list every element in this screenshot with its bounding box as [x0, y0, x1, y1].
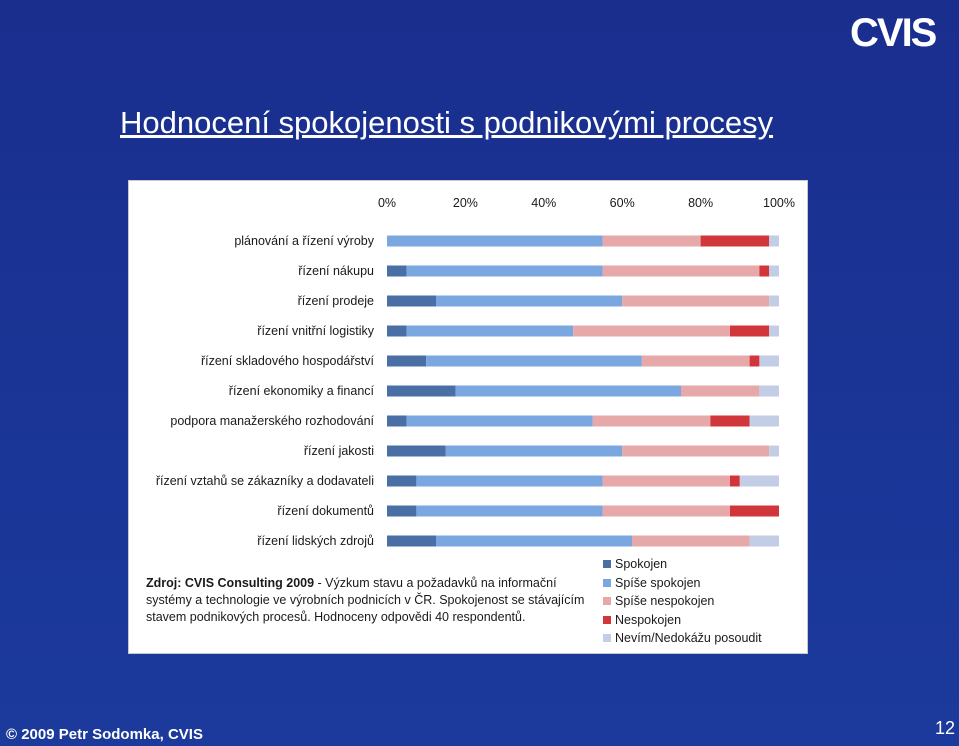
bar-segment — [446, 446, 622, 457]
legend-label: Spokojen — [615, 557, 668, 572]
bar-segment — [387, 356, 426, 367]
legend-item — [603, 574, 803, 593]
x-tick-label: 20% — [452, 196, 478, 210]
bar-segment — [750, 416, 779, 427]
legend-label: Nespokojen — [615, 612, 682, 627]
legend-item — [603, 555, 803, 574]
legend-swatch — [603, 634, 611, 642]
bar-segment — [622, 296, 769, 307]
bar-segment — [387, 236, 603, 247]
category-label: plánování a řízení výroby — [234, 234, 374, 248]
bar-segment — [769, 296, 779, 307]
legend-label: Nevím/Nedokážu posoudit — [615, 631, 762, 646]
category-label: řízení prodeje — [297, 294, 374, 308]
bar-segment — [769, 326, 779, 337]
x-tick-label: 60% — [609, 196, 635, 210]
legend-swatch — [603, 597, 611, 605]
source-note — [146, 575, 586, 626]
category-label: řízení dokumentů — [277, 504, 374, 518]
bar-segment — [416, 476, 602, 487]
category-label: podpora manažerského rozhodování — [170, 414, 374, 428]
bar-segment — [387, 446, 446, 457]
bar-segment — [769, 446, 779, 457]
legend-item — [603, 629, 803, 648]
bar-segment — [759, 386, 779, 397]
bar-segment — [730, 476, 740, 487]
bar-segment — [416, 506, 602, 517]
bar-segment — [769, 266, 779, 277]
bar-segment — [456, 386, 681, 397]
category-label: řízení nákupu — [298, 264, 374, 278]
legend-item — [603, 592, 803, 611]
legend-label: Spíše nespokojen — [615, 594, 715, 609]
svg-text:CVIS: CVIS — [850, 11, 936, 54]
category-label: řízení lidských zdrojů — [257, 534, 374, 548]
legend-swatch — [603, 560, 611, 568]
bar-segment — [436, 296, 622, 307]
bar-segment — [573, 326, 730, 337]
bar-segment — [593, 416, 711, 427]
bar-segment — [759, 266, 769, 277]
bar-segment — [387, 536, 436, 547]
bar-segment — [436, 536, 632, 547]
category-label: řízení ekonomiky a financí — [228, 384, 374, 398]
page-number: 12 — [934, 718, 955, 738]
bar-segment — [387, 416, 407, 427]
bar-segment — [710, 416, 749, 427]
x-tick-label: 0% — [377, 196, 397, 210]
bar-segment — [642, 356, 750, 367]
bar-segment — [387, 296, 436, 307]
chart-legend — [603, 555, 803, 648]
bar-segment — [387, 476, 416, 487]
legend-item — [603, 611, 803, 630]
bar-segment — [701, 236, 770, 247]
footer-copyright: © 2009 Petr Sodomka, CVIS — [6, 726, 203, 743]
bar-segment — [622, 446, 769, 457]
x-tick-label: 100% — [763, 196, 795, 210]
chart-panel — [128, 180, 808, 654]
bar-segment — [407, 326, 574, 337]
x-tick-label: 40% — [531, 196, 557, 210]
x-tick-label: 80% — [688, 196, 714, 210]
bar-segment — [769, 236, 779, 247]
bar-segment — [759, 356, 779, 367]
category-label: řízení jakosti — [303, 444, 374, 458]
bar-segment — [387, 326, 407, 337]
category-label: řízení vnitřní logistiky — [257, 324, 374, 338]
bar-segment — [750, 356, 760, 367]
bar-segment — [603, 476, 730, 487]
bar-segment — [407, 416, 593, 427]
cvis-logo — [848, 8, 944, 54]
bar-segment — [632, 536, 750, 547]
bar-segment — [603, 506, 730, 517]
legend-swatch — [603, 579, 611, 587]
legend-swatch — [603, 616, 611, 624]
bar-segment — [603, 266, 760, 277]
page-title: Hodnocení spokojenosti s podnikovými procesy — [120, 105, 774, 140]
bar-segment — [387, 506, 416, 517]
category-label: řízení skladového hospodářství — [200, 354, 374, 368]
bar-segment — [740, 476, 779, 487]
bar-segment — [387, 266, 407, 277]
legend-label: Spíše spokojen — [615, 575, 701, 590]
bar-segment — [750, 536, 779, 547]
source-note-bold: Zdroj: CVIS Consulting 2009 — [146, 576, 315, 590]
bar-segment — [603, 236, 701, 247]
category-label: řízení vztahů se zákazníky a dodavateli — [155, 474, 374, 488]
bar-segment — [730, 506, 779, 517]
bar-segment — [426, 356, 642, 367]
bar-segment — [387, 386, 456, 397]
bar-segment — [681, 386, 759, 397]
bar-segment — [730, 326, 769, 337]
source-note-text: - Výzkum stavu a požadavků na informační systémy a technologie ve výrobních podnicích v ČR. Spokojenost se stávajícím stavem podnikových procesů. Hodnoceny odpovědi 40 respondentů. — [146, 576, 585, 624]
bar-segment — [407, 266, 603, 277]
